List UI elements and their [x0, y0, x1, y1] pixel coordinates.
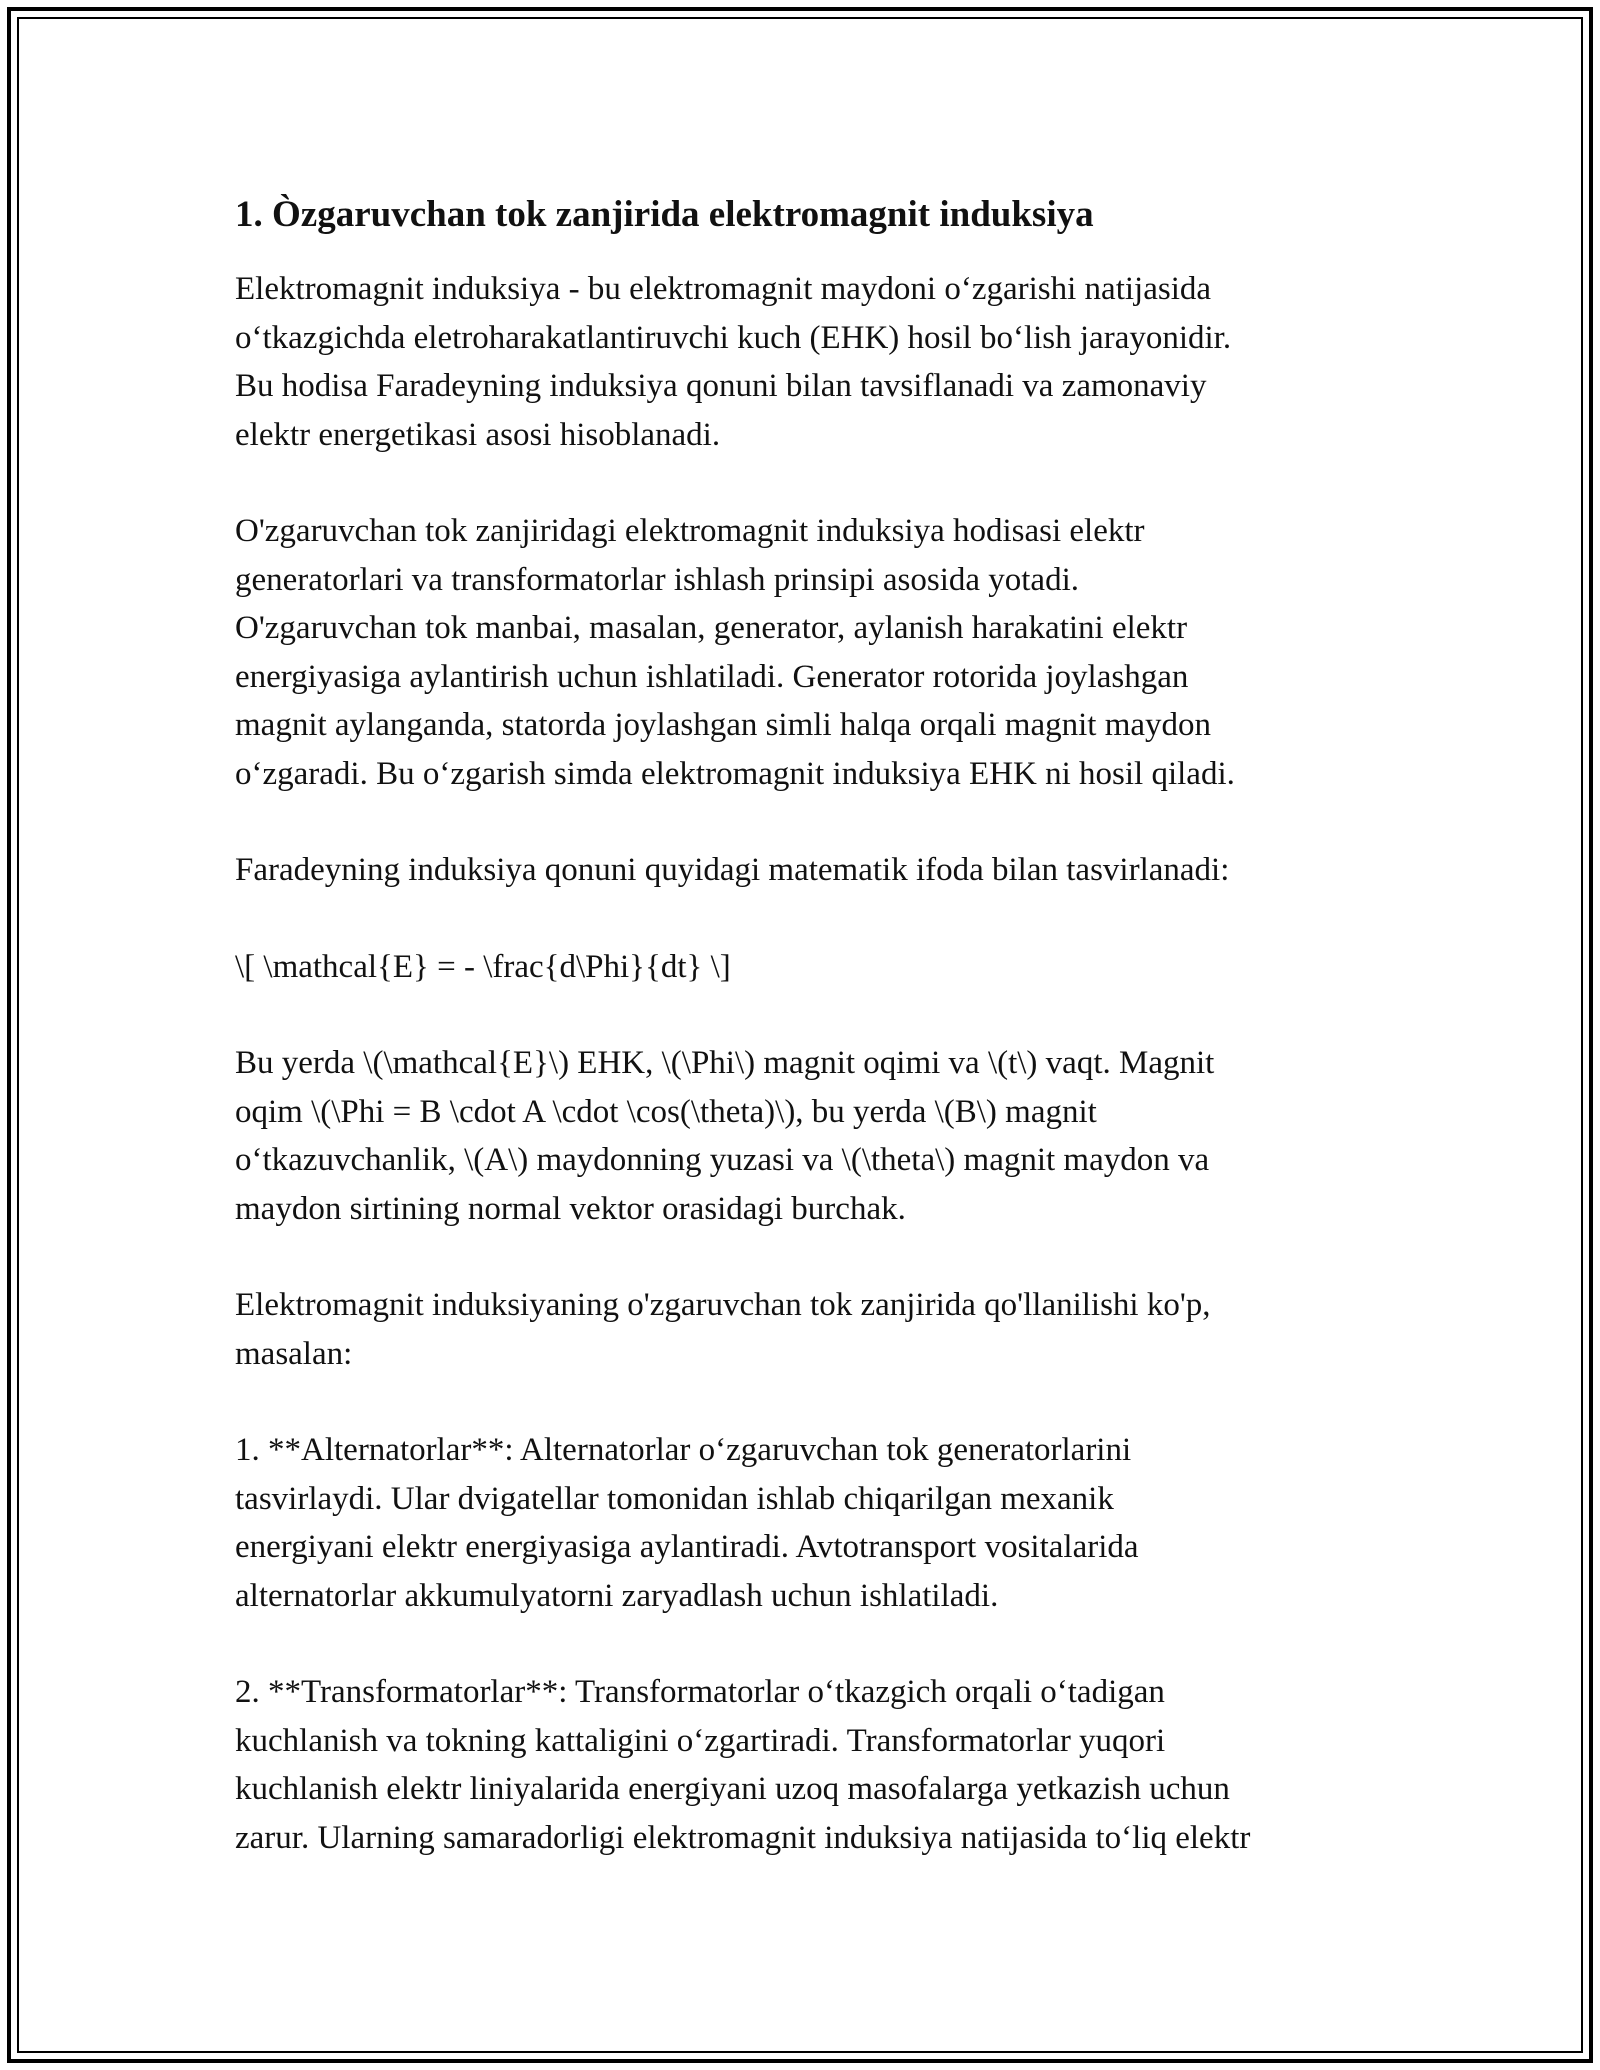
paragraph-generators: O'zgaruvchan tok zanjiridagi elektromagnit induksiya hodisasi elektr generatorlari va transformatorlar ishlash prinsipi asosida yotadi. O'zgaruvchan tok manbai, masalan, generator, aylanish harakatini elektr energiyasiga aylantirish uchun ishlatiladi. Generator rotorida joylashgan magnit aylanganda, statorda joylashgan simli halqa orqali magnit maydon o‘zgaradi. Bu o‘zgarish simda elektromagnit induksiya EHK ni hosil qiladi.: [235, 513, 1235, 792]
paragraph-transformers: 2. **Transformatorlar**: Transformatorlar o‘tkazgich orqali o‘tadigan kuchlanish va tokning kattaligini o‘zgartiradi. Transformatorlar yuqori kuchlanish elektr liniyalarida energiyani uzoq masofalarga yetkazish uchun zarur. Ularning samaradorligi elektromagnit induksiya natijasida to‘liq elektr: [235, 1674, 1251, 1856]
section-heading: 1. Òzgaruvchan tok zanjirida elektromagnit induksiya: [235, 194, 1094, 235]
paragraph-applications-intro: Elektromagnit induksiyaning o'zgaruvchan tok zanjirida qo'llanilishi ko'p, masalan:: [235, 1287, 1211, 1372]
paragraph-formula-explanation: Bu yerda \(\mathcal{E}\) EHK, \(\Phi\) magnit oqimi va \(t\) vaqt. Magnit oqim \(\Phi = B \cdot A \cdot \cos(\theta)\), bu yerda \(B\) magnit o‘tkazuvchanlik, \(A\) maydonning yuzasi va \(\theta\) magnit maydon va maydon sirtining normal vektor orasidagi burchak.: [235, 1045, 1215, 1227]
paragraph-alternators: 1. **Alternatorlar**: Alternatorlar o‘zgaruvchan tok generatorlarini tasvirlaydi. Ular dvigatellar tomonidan ishlab chiqarilgan mexanik energiyani elektr energiyasiga aylantiradi. Avtotransport vositalarida alternatorlar akkumulyatorni zaryadlash uchun ishlatiladi.: [235, 1432, 1139, 1614]
document-body: [235, 185, 1395, 1910]
paragraph-intro: Elektromagnit induksiya - bu elektromagnit maydoni o‘zgarishi natijasida o‘tkazgichda eletroharakatlantiruvchi kuch (EHK) hosil bo‘lish jarayonidir. Bu hodisa Faradeyning induksiya qonuni bilan tavsiflanadi va zamonaviy elektr energetikasi asosi hisoblanadi.: [235, 271, 1232, 453]
paragraph-faraday-intro: Faradeyning induksiya qonuni quyidagi matematik ifoda bilan tasvirlanadi:: [235, 852, 1230, 888]
paragraph-formula: \[ \mathcal{E} = - \frac{d\Phi}{dt} \]: [235, 948, 731, 985]
